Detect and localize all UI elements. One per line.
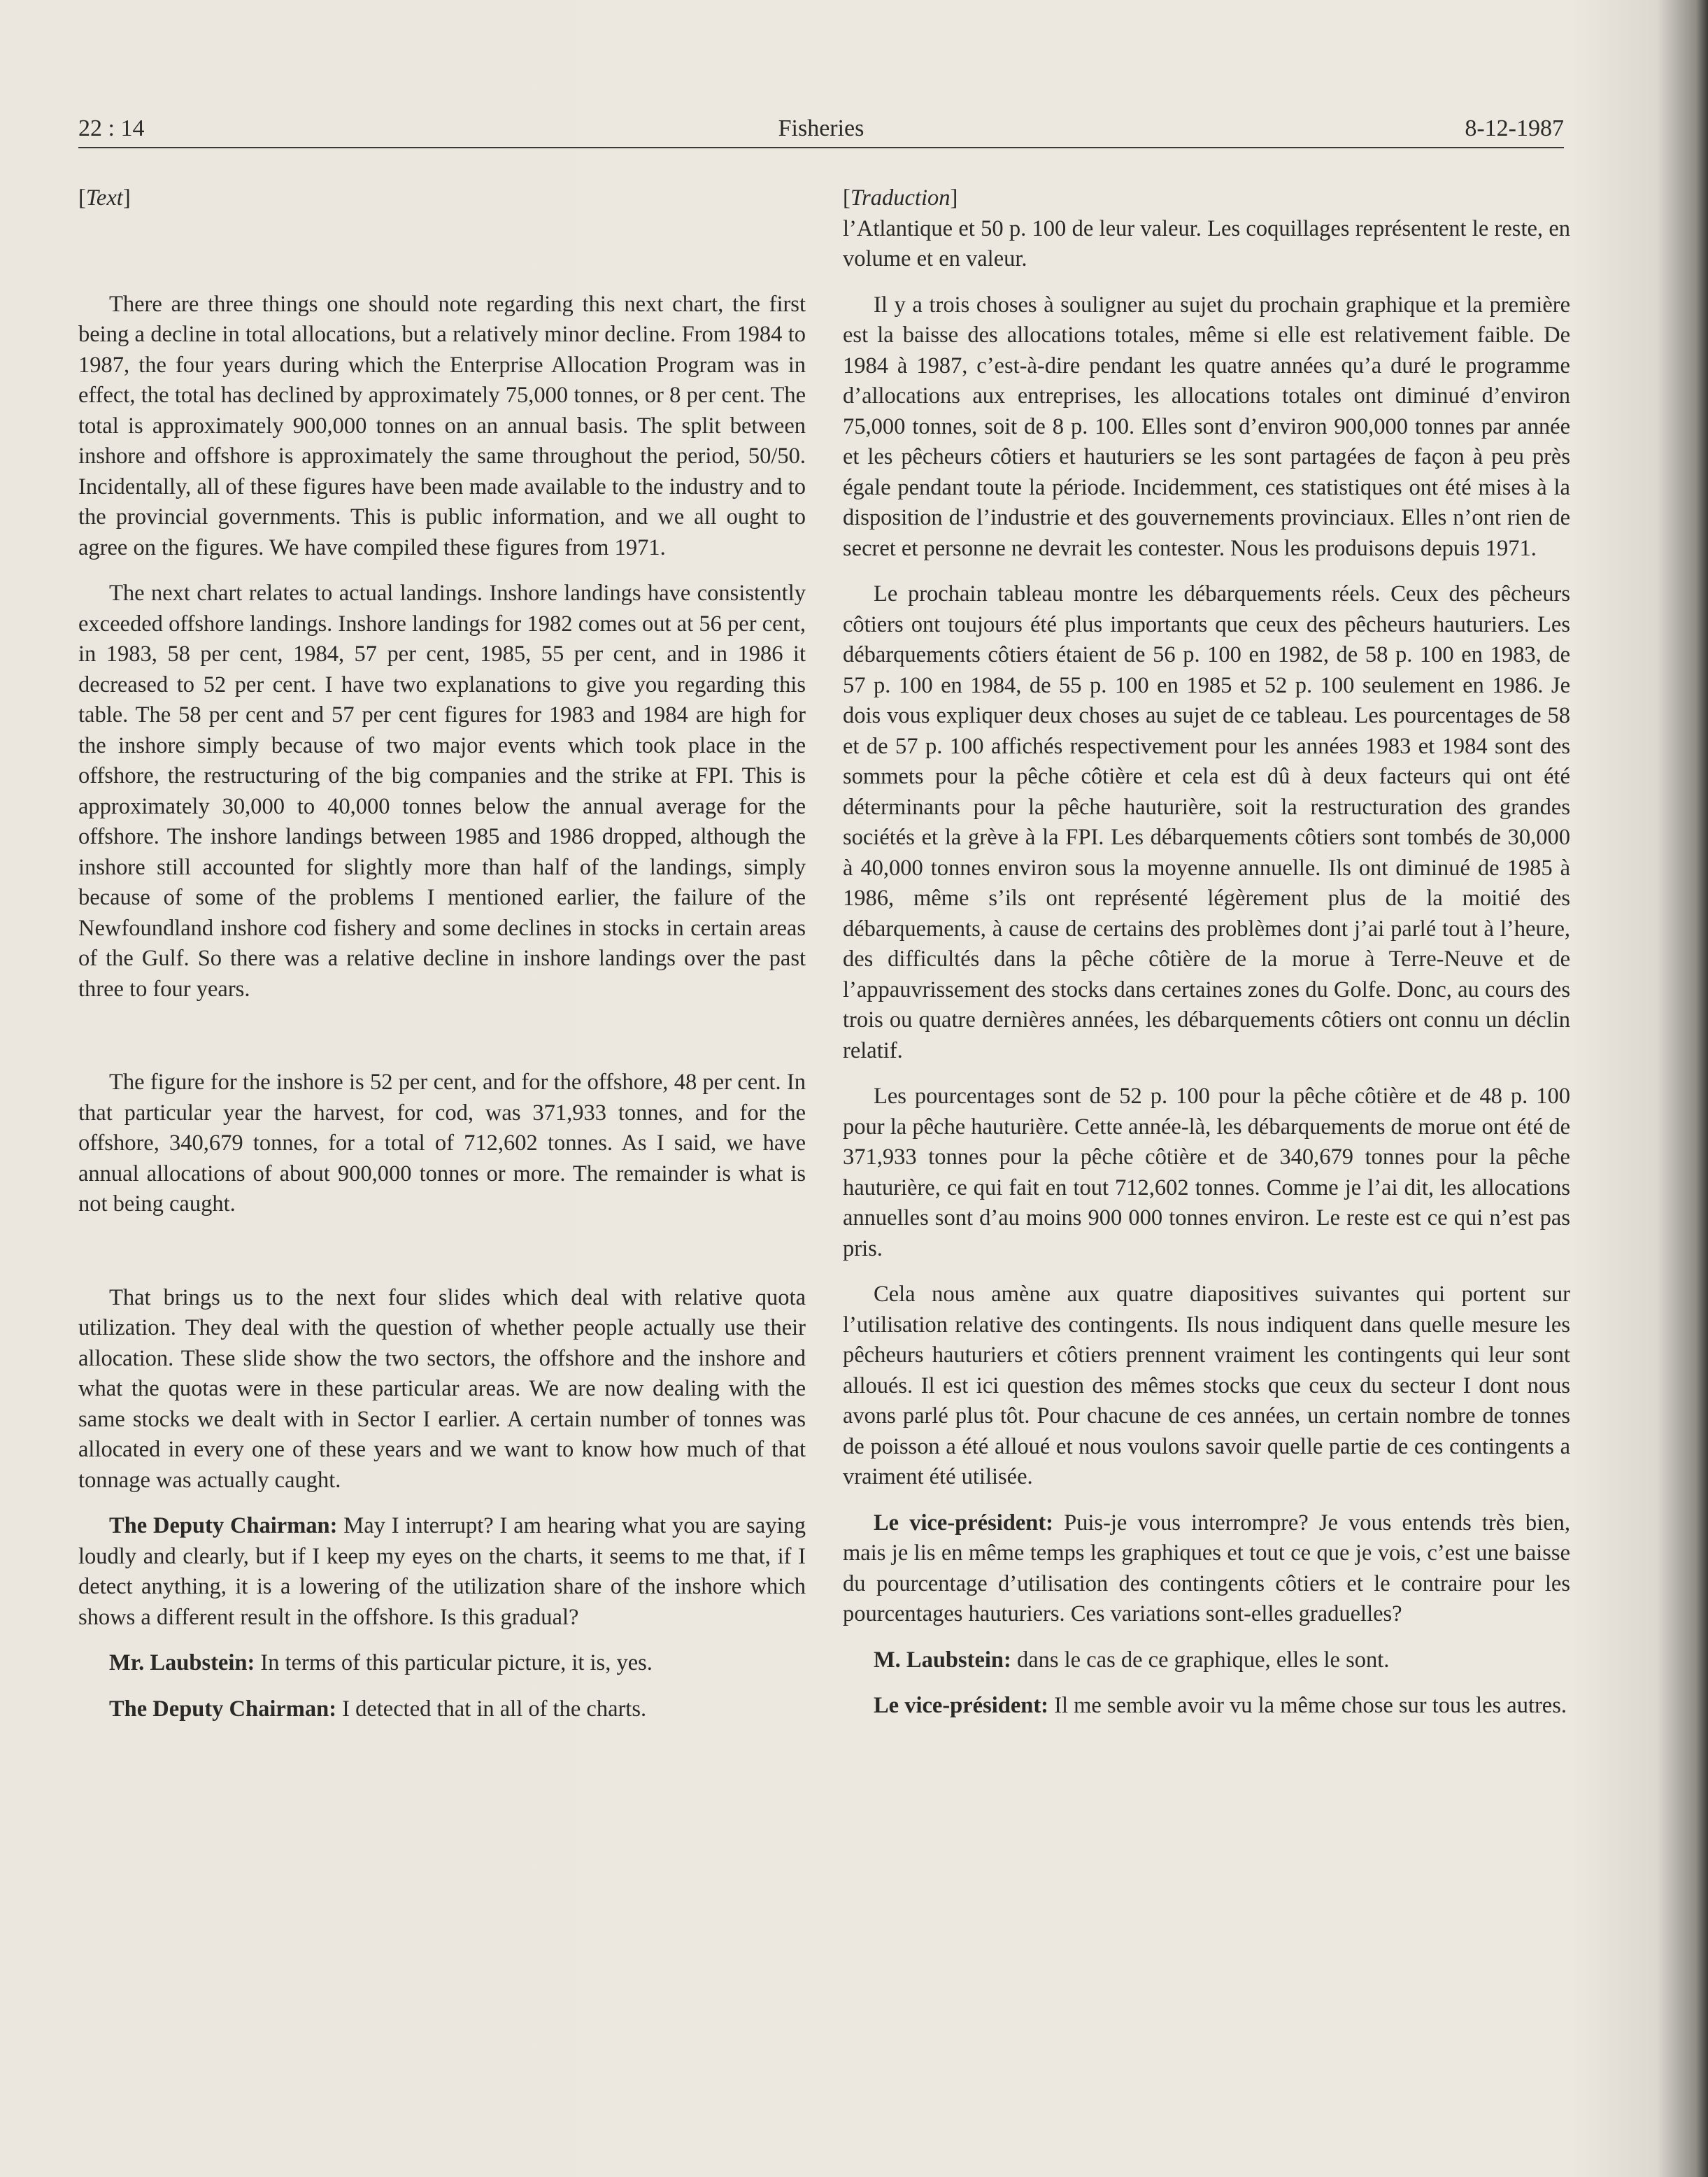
paragraph: There are three things one should note regarding this next chart, the first being a decline in total allocations, but a relatively minor decline. From 1984 to 1987, the four years during which the Enterprise Allocation Program was in effect, the total has declined by approximately 75,000 tonnes, or 8 per cent. The total is approximately 900,000 tonnes on an annual basis. The split between inshore and offshore is approximately the same throughout the period, 50/50. Incidentally, all of these figures have been made available to the industry and to the provincial governments. This is public information, and we all ought to agree on the figures. We have compiled these figures from 1971. [78, 291, 806, 560]
paragraph: Cela nous amène aux quatre diapositives suivantes qui portent sur l’utilisation relative des contingents. Ils nous indiquent dans quelle mesure les pêcheurs hauturiers et côtiers prennent vraiment les contingents qui leur sont alloués. Il est ici question des mêmes stocks que ceux du secteur I dont nous avons parlé plus tôt. Pour chacune de ces années, un certain nombre de tonnes de poisson a été alloué et nous voulons savoir quelle partie de ces contingents a vraiment été utilisée. [843, 1282, 1570, 1489]
exchange [843, 1645, 1570, 1676]
header-date: 8-12-1987 [1465, 115, 1564, 141]
paragraph: The figure for the inshore is 52 per cent, and for the offshore, 48 per cent. In that particular year the harvest, for cod, was 371,933 tonnes, and for the offshore, 340,679 tonnes, for a total of 712,602 tonnes. As I said, we have annual allocations of about 900,000 tonnes or more. The remainder is what is not being caught. [78, 1070, 806, 1217]
section-label-text: [Text] [78, 185, 131, 211]
speech-text: In terms of this particular picture, it is, yes. [260, 1650, 653, 1675]
paragraph: Le prochain tableau montre les débarquements réels. Ceux des pêcheurs côtiers ont toujours été plus importants que ceux des pêcheurs hauturiers. Les débarquements côtiers étaient de 56 p. 100 en 1982, de 58 p. 100 en 1983, de 57 p. 100 en 1984, de 55 p. 100 en 1985 et 52 p. 100 seulement en 1986. Je dois vous expliquer deux choses au sujet de ce tableau. Les pourcentages de 58 et de 57 p. 100 affichés respectivement pour les années 1983 et 1984 sont des sommets pour la pêche côtière et cela est dû à deux facteurs qui ont été déterminants pour la pêche hauturière, soit la restructuration des grandes sociétés et la grève à la FPI. Les débarquements côtiers sont tombés de 30,000 à 40,000 tonnes environ sous la moyenne annuelle. Ils ont diminué de 1985 à 1986, même s’ils ont représenté légèrement plus de la moitié des débarquements, à cause de certains des problèmes dont j’ai parlé tout à l’heure, des difficultés dans la pêche côtière de la morue à Terre-Neuve et de l’appauvrissement des stocks dans certaines zones du Golfe. Donc, au cours des trois ou quatre dernières années, les débarquements côtiers ont connu un déclin relatif. [843, 581, 1570, 1063]
exchange [78, 1648, 806, 1679]
speech-text: dans le cas de ce graphique, elles le sont. [1016, 1647, 1390, 1673]
exchange [843, 1508, 1570, 1630]
paragraph: Il y a trois choses à souligner au sujet du prochain graphique et la première est la baisse des allocations totales, même si elle est relativement faible. De 1984 à 1987, c’est-à-dire pendant les quatre années qu’a duré le programme d’allocations aux entreprises, les allocations totales ont diminué d’environ 75,000 tonnes, soit de 8 p. 100. Elles sont d’environ 900,000 tonnes par année et les pêcheurs côtiers et hauturiers se les sont partagées de façon à peu près égale pendant toute la période. Incidemment, ces statistiques ont été mises à la disposition de l’industrie et des gouvernements provinciaux. Elles n’ont rien de secret et personne ne devrait les contester. Nous les produisons depuis 1971. [843, 292, 1570, 561]
speech-text: Il me semble avoir vu la même chose sur tous les autres. [1054, 1693, 1567, 1718]
english-column [78, 183, 806, 1724]
speaker-name: Mr. Laubstein: [109, 1650, 255, 1675]
section-label-traduction: [Traduction] [843, 185, 958, 211]
paragraph: The next chart relates to actual landings. Inshore landings have consistently exceeded offshore landings. Inshore landings for 1982 comes out at 56 per cent, in 1983, 58 per cent, 1984, 57 per cent, 1985, 55 per cent, and in 1986 it decreased to 52 per cent. I have two explanations to give you regarding this table. The 58 per cent and 57 per cent figures for 1983 and 1984 are high for the inshore simply because of two major events which took place in the offshore, the restructuring of the big companies and the strike at FPI. This is approximately 30,000 to 40,000 tonnes below the annual average for the offshore. The inshore landings between 1985 and 1986 dropped, although the inshore still accounted for slightly more than half of the landings, simply because of some of the problems I mentioned earlier, the failure of the Newfoundland inshore cod fishery and some declines in stocks in certain areas of the Gulf. So there was a relative decline in inshore landings over the past three to four years. [78, 581, 806, 1002]
speaker-name: The Deputy Chairman: [109, 1696, 337, 1722]
page-header [78, 112, 1564, 151]
exchange [78, 1694, 806, 1725]
speech-text: Puis-je vous interrompre? Je vous entends très bien, mais je lis en même temps les graphiques et tout ce que je vois, c’est une baisse du pourcentage d’utilisation des contingents côtiers et le contraire pour les pourcentages hauturiers. Ces variations sont-elles graduelles? [843, 1510, 1570, 1626]
running-title: Fisheries [778, 115, 864, 141]
speaker-name: Le vice-président: [874, 1693, 1049, 1718]
header-rule [78, 147, 1564, 148]
exchange [78, 1511, 806, 1633]
paragraph: l’Atlantique et 50 p. 100 de leur valeur. Les coquillages représentent le reste, en volume et en valeur. [843, 215, 1570, 271]
speech-text: I detected that in all of the charts. [342, 1696, 647, 1722]
exchange [843, 1691, 1570, 1722]
speaker-name: Le vice-président: [874, 1510, 1053, 1536]
page-number: 22 : 14 [78, 115, 145, 141]
speaker-name: M. Laubstein: [874, 1647, 1011, 1673]
paragraph: That brings us to the next four slides which deal with relative quota utilization. They deal with the question of whether people actually use their allocation. These slide show the two sectors, the offshore and the inshore and what the quotas were in these particular areas. We are now dealing with the same stocks we dealt with in Sector I earlier. A certain number of tonnes was allocated in every one of these years and we want to know how much of that tonnage was actually caught. [78, 1284, 806, 1493]
paragraph: Les pourcentages sont de 52 p. 100 pour la pêche côtière et de 48 p. 100 pour la pêche hauturière. Cette année-là, les débarquements de morue ont été de 371,933 tonnes pour la pêche côtière et de 340,679 tonnes pour la pêche hauturière, ce qui fait en tout 712,602 tonnes. Comme je l’ai dit, les allocations annuelles sont d’au moins 900 000 tonnes environ. Le reste est ce qui n’est pas pris. [843, 1084, 1570, 1261]
speech-text: May I interrupt? I am hearing what you are saying loudly and clearly, but if I keep my eyes on the charts, it seems to me that, if I detect anything, it is a lowering of the utilization share of the inshore which shows a different result in the offshore. Is this gradual? [78, 1513, 806, 1630]
french-column [843, 183, 1570, 1722]
speaker-name: The Deputy Chairman: [109, 1513, 338, 1538]
